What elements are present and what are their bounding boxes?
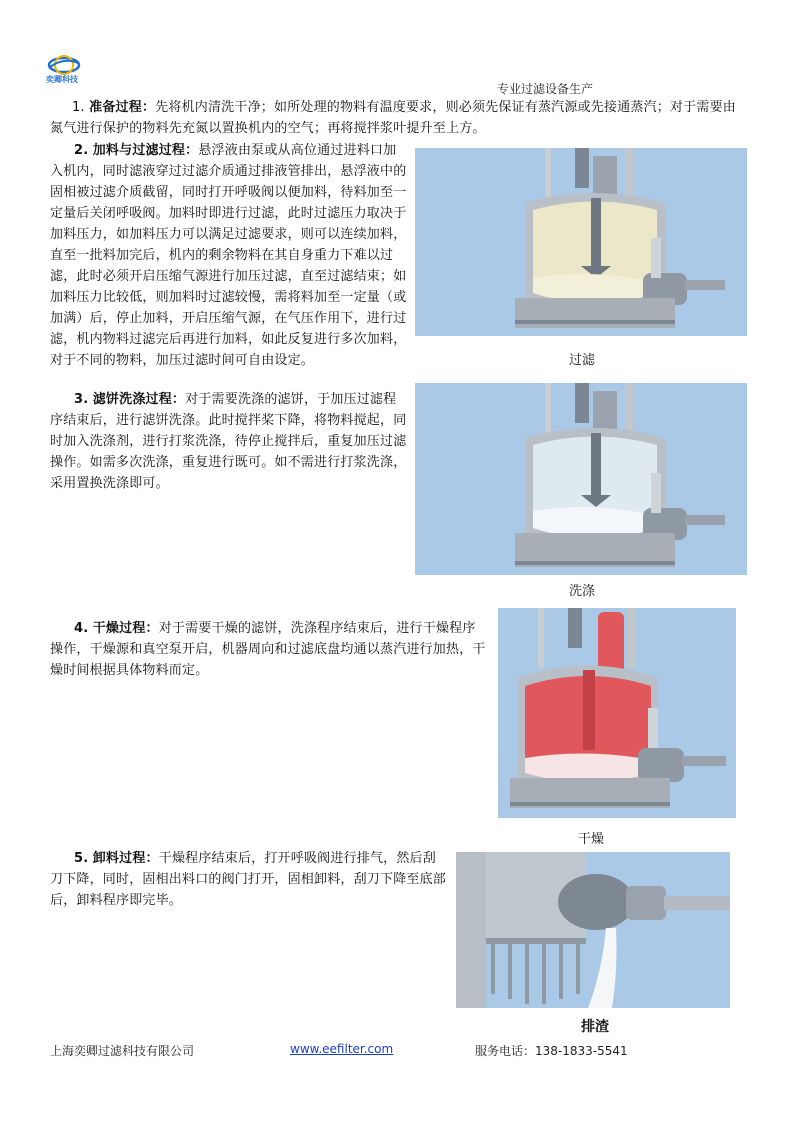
header-tagline: 专业过滤设备生产 [497,82,594,96]
section-5-text: 后，卸料程序即完毕。 [50,893,183,908]
discharge-caption: 排渣 [581,1019,609,1035]
section-3-text: 对于需要洗涤的滤饼，于加压过滤程 [185,392,397,407]
drying-caption: 干燥 [578,832,605,847]
footer-website-wrap [290,1042,393,1056]
section-1-text-1: 先将机内清洗干净；如所处理的物料有温度要求，则必须先保证有蒸汽源或先接通蒸汽；对于需要由 [155,100,736,115]
section-2-text: 固相被过滤介质截留，同时打开呼吸阀以便加料，待料加至一 [50,185,407,200]
section-2-text: 定量后关闭呼吸阀。加料时即进行过滤，此时过滤压力取决于 [50,206,407,221]
footer-website-link[interactable]: www.eefilter.com [290,1042,394,1056]
company-logo [44,52,84,86]
footer-phone: 服务电话：138-1833-5541 [475,1044,628,1058]
section-5-line-1 [50,848,450,869]
section-2-text: 滤，此时必须开启压缩气源进行加压过滤，直至过滤结束；如 [50,269,407,284]
section-5-number: 5. [74,851,89,866]
section-2-text: 加满）后，停止加料，开启压缩气源，在气压作用下，进行过 [50,311,407,326]
section-4-number: 4. [74,621,89,636]
section-4-title: 干燥过程： [92,621,159,636]
section-1-number: 1. [72,100,85,115]
footer-company: 上海奕卿过滤科技有限公司 [50,1044,195,1058]
section-2-number: 2. [74,143,89,158]
section-2-text: 悬浮液由泵或从高位通过进料口加 [198,143,397,158]
filtration-caption: 过滤 [569,353,596,368]
section-4 [50,618,490,681]
section-3-text: 时加入洗涤剂，进行打浆洗涤，待停止搅拌后，重复加压过滤 [50,434,407,449]
section-4-text: 操作，干燥源和真空泵开启，机器周向和过滤底盘均通以蒸汽进行加热，干 [50,642,486,657]
section-2-text: 加料压力比较低，则加料时过滤较慢，需将料加至一定量（或 [50,290,407,305]
section-4-text: 对于需要干燥的滤饼，洗涤程序结束后，进行干燥程序 [158,621,476,636]
section-2-line-1 [50,140,410,161]
section-4-text: 燥时间根据具体物料而定。 [50,663,209,678]
section-1-line-1 [62,97,752,118]
section-3-line-1 [50,389,410,410]
section-5-text: 干燥程序结束后，打开呼吸阀进行排气，然后刮 [158,851,436,866]
section-5 [50,848,450,911]
section-1 [50,97,752,139]
section-1-title: 准备过程： [89,100,156,115]
drying-figure [498,608,736,818]
logo-text: 奕卿科技 [46,75,78,84]
section-5-title: 卸料过程： [92,851,159,866]
section-3-number: 3. [74,392,89,407]
discharge-figure [456,852,730,1008]
section-2-text: 滤，机内物料过滤完后再进行加料，如此反复进行多次加料， [50,332,407,347]
section-5-text: 刀下降，同时，固相出料口的阀门打开，固相卸料，刮刀下降至底部 [50,872,447,887]
washing-figure [415,383,747,575]
section-2-text: 直至一批料加完后，机内的剩余物料在其自身重力下难以过 [50,248,394,263]
section-2-text: 入机内，同时滤液穿过过滤介质通过排液管排出，悬浮液中的 [50,164,407,179]
section-2-title: 加料与过滤过程： [92,143,199,158]
section-2 [50,140,410,371]
section-2-text: 加料压力，如加料压力可以满足过滤要求，则可以连续加料， [50,227,407,242]
section-4-line-1 [50,618,490,639]
section-3-text: 序结束后，进行滤饼洗涤。此时搅拌桨下降，将物料搅起，同 [50,413,407,428]
section-3-text: 采用置换洗涤即可。 [50,476,169,491]
section-3 [50,389,410,494]
section-1-line-2: 氮气进行保护的物料先充氮以置换机内的空气；再将搅拌浆叶提升至上方。 [50,121,486,136]
section-3-text: 操作。如需多次洗涤，重复进行既可。如不需进行打浆洗涤， [50,455,407,470]
section-3-title: 滤饼洗涤过程： [92,392,186,407]
section-2-text: 对于不同的物料，加压过滤时间可自由设定。 [50,353,315,368]
filtration-figure [415,148,747,336]
washing-caption: 洗涤 [569,584,596,599]
